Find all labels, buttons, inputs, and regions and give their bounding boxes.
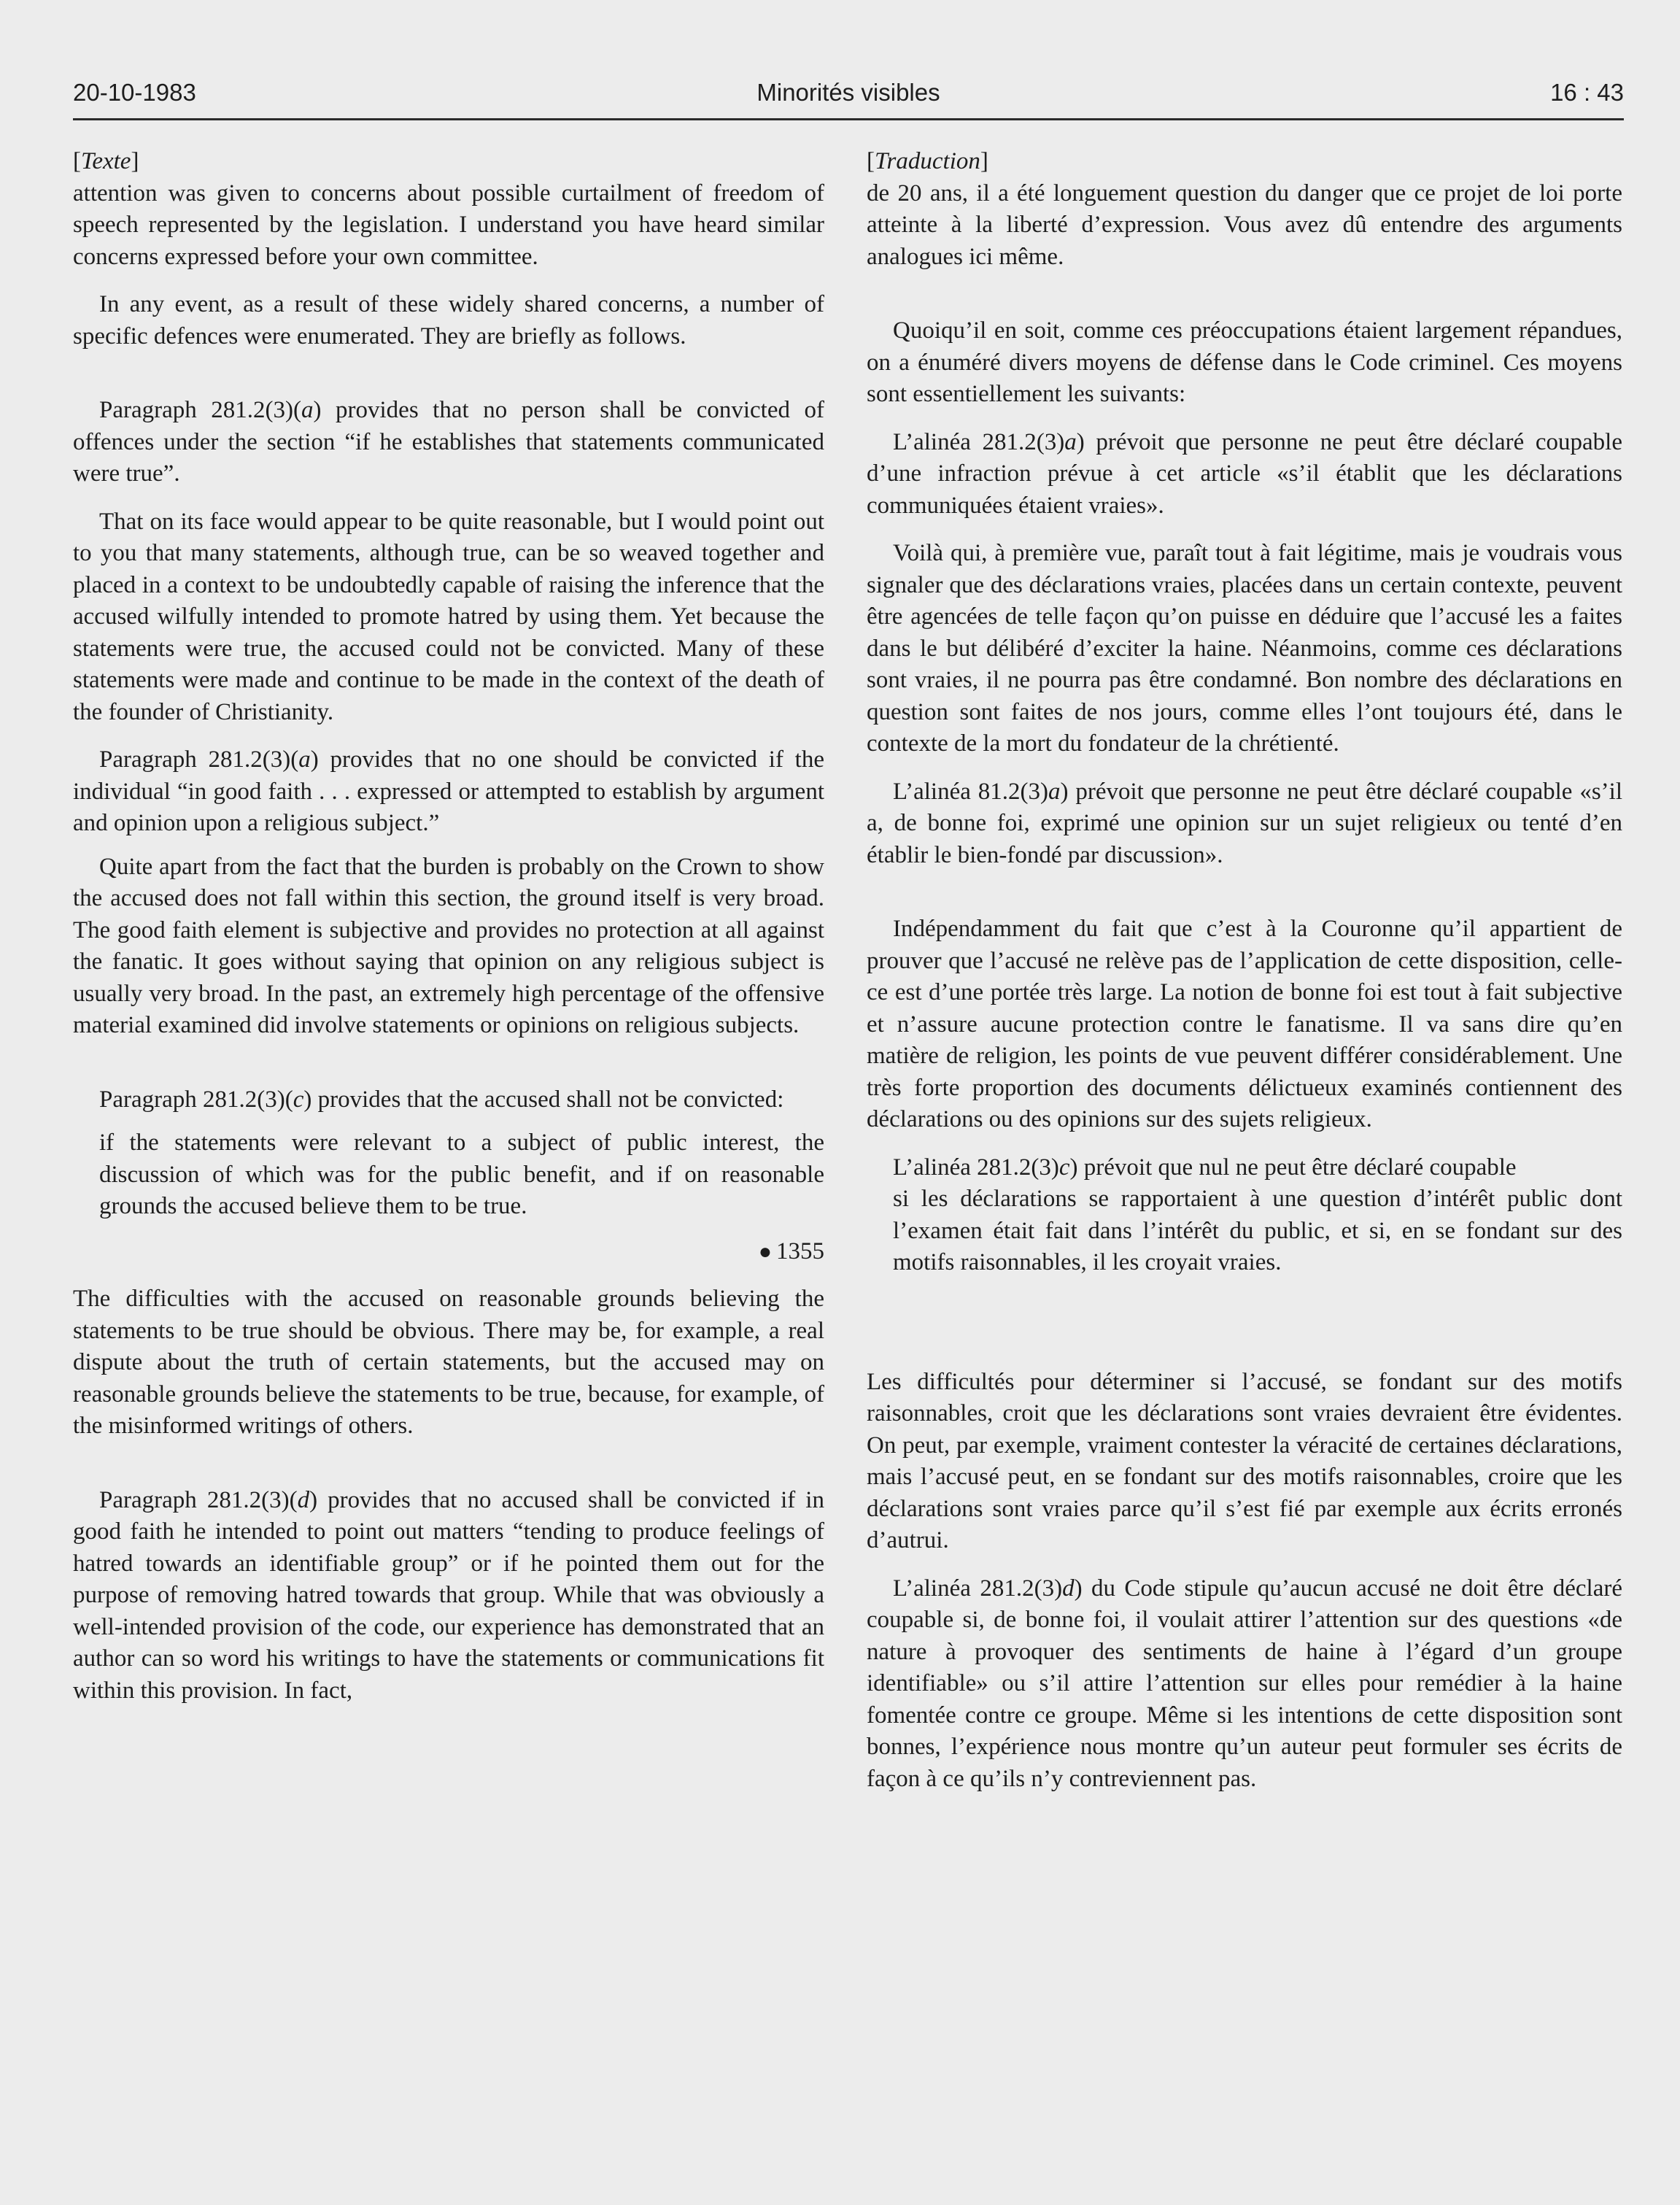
paragraph: Paragraph 281.2(3)(d) provides that no accused shall be convicted if in good faith he intended to point out matters “tending to produce feelings of hatred towards an identifiable group” or if he pointed them out for the purpose of removing hatred towards that group. While that was obviously a well-intended provision of the code, our experience has demonstrated that an author can so word his writings to have the statements or communications fit within this provision. In fact,: [73, 1486, 824, 1704]
section-tag-traduction: [Traduction]: [867, 148, 988, 174]
paragraph: Paragraph 281.2(3)(a) provides that no one should be convicted if the individual “in good faith . . . expressed or attempted to establish by argument and opinion upon a religious subject.”: [73, 746, 824, 836]
header-page-number: 16 : 43: [1550, 79, 1624, 106]
paragraph: Indépendamment du fait que c’est à la Couronne qu’il appartient de prouver que l’accusé ne relève pas de l’application de cette disposition, celle-ce est d’une portée très large. La notion de bonne foi est tout à fait subjective et n’assure aucune protection contre le fanatisme. Il va sans dire qu’en matière de religion, les points de vue peuvent différer considérablement. Une très forte proportion des documents délictueux examinés contiennent des déclarations ou des opinions sur des sujets religieux.: [867, 916, 1622, 1132]
english-column: [73, 146, 824, 1707]
bullet-icon: ●: [758, 1239, 772, 1264]
paragraph: L’alinéa 81.2(3)a) prévoit que personne ne peut être déclaré coupable «s’il a, de bonne foi, exprimé une opinion sur un sujet religieux ou tenté d’en établir le bien-fondé par discussion».: [867, 778, 1622, 868]
block-quote: if the statements were relevant to a subject of public interest, the discussion of which was for the public benefit, and if on reasonable grounds the accused believe them to be true.: [99, 1129, 824, 1219]
block-quote: si les déclarations se rapportaient à une question d’intérêt public dont l’examen était fait dans l’intérêt du public, et si, en se fondant sur des motifs raisonnables, il les croyait vraies.: [893, 1186, 1622, 1275]
paragraph: That on its face would appear to be quite reasonable, but I would point out to you that many statements, although true, can be so weaved together and placed in a context to be undoubtedly capable of raising the inference that the accused wilfully intended to promote hatred by using them. Yet because the statements were true, the accused could not be convicted. Many of these statements were made and continue to be made in the context of the death of the founder of Christianity.: [73, 508, 824, 725]
header-date: 20-10-1983: [73, 79, 196, 106]
time-marker: ● 1355: [758, 1237, 824, 1264]
paragraph: Quite apart from the fact that the burden is probably on the Crown to show the accused does not fall within this section, the ground itself is very broad. The good faith element is subjective and provides no protection at all against the fanatic. It goes without saying that opinion on any religious subject is usually very broad. In the past, an extremely high percentage of the offensive material examined did involve statements or opinions on religious subjects.: [73, 853, 824, 1038]
paragraph: Quoiqu’il en soit, comme ces préoccupations étaient largement répandues, on a énuméré divers moyens de défense dans le Code criminel. Ces moyens sont essentiellement les suivants:: [867, 317, 1622, 407]
paragraph: de 20 ans, il a été longuement question du danger que ce projet de loi porte atteinte à la liberté d’expression. Vous avez dû entendre des arguments analogues ici même.: [867, 179, 1622, 270]
header-rule: [73, 118, 1624, 120]
paragraph: Paragraph 281.2(3)(a) provides that no person shall be convicted of offences under the section “if he establishes that statements communicated were true”.: [73, 397, 824, 487]
paragraph: The difficulties with the accused on reasonable grounds believing the statements to be true should be obvious. There may be, for example, a real dispute about the truth of certain statements, but the accused may on reasonable grounds believe the statements to be true, because, for example, of the misinformed writings of others.: [73, 1286, 824, 1439]
paragraph: L’alinéa 281.2(3)a) prévoit que personne ne peut être déclaré coupable d’une infraction prévue à cet article «s’il établit que les déclarations communiquées étaient vraies».: [867, 428, 1622, 519]
paragraph: attention was given to concerns about possible curtailment of freedom of speech represented by the legislation. I understand you have heard similar concerns expressed before your own committee.: [73, 179, 824, 270]
paragraph: L’alinéa 281.2(3)d) du Code stipule qu’aucun accusé ne doit être déclaré coupable si, de bonne foi, il voulait attirer l’attention sur des questions «de nature à provoquer des sentiments de haine à l’égard d’un groupe identifiable» ou s’il attire l’attention sur elles pour remédier à la haine fomentée contre ce groupe. Même si les intentions de cette disposition sont bonnes, l’expérience nous montre qu’un auteur peut formuler ses écrits de façon à ce qu’ils n’y contreviennent pas.: [867, 1575, 1622, 1792]
paragraph: L’alinéa 281.2(3)c) prévoit que nul ne peut être déclaré coupable: [893, 1154, 1517, 1181]
paragraph: Les difficultés pour déterminer si l’accusé, se fondant sur des motifs raisonnables, croit que les déclarations sont vraies devraient être évidentes. On peut, par exemple, vraiment contester la véracité de certaines déclarations, mais l’accusé peut, en se fondant sur des motifs raisonnables, croire que les déclarations sont vraies parce qu’il s’est fié par exemple aux écrits erronés d’autrui.: [867, 1368, 1622, 1553]
french-column: [867, 146, 1622, 1795]
header-title: Minorités visibles: [756, 79, 940, 106]
section-tag-texte: [Texte]: [73, 148, 139, 174]
page-header: [73, 79, 1624, 123]
paragraph: In any event, as a result of these widely shared concerns, a number of specific defences were enumerated. They are briefly as follows.: [73, 291, 824, 350]
paragraph: Voilà qui, à première vue, paraît tout à fait légitime, mais je voudrais vous signaler que des déclarations vraies, placées dans un certain contexte, peuvent être agencées de telle façon qu’on puisse en déduire que l’accusé les a faites dans le but délibéré d’exciter la haine. Néanmoins, comme ces déclarations sont vraies, il ne pourra pas être condamné. Bon nombre des déclarations en question sont faites de nos jours, comme elles l’ont toujours été, dans le contexte de la mort du fondateur de la chrétienté.: [867, 540, 1622, 757]
paragraph: Paragraph 281.2(3)(c) provides that the accused shall not be convicted:: [99, 1086, 784, 1113]
